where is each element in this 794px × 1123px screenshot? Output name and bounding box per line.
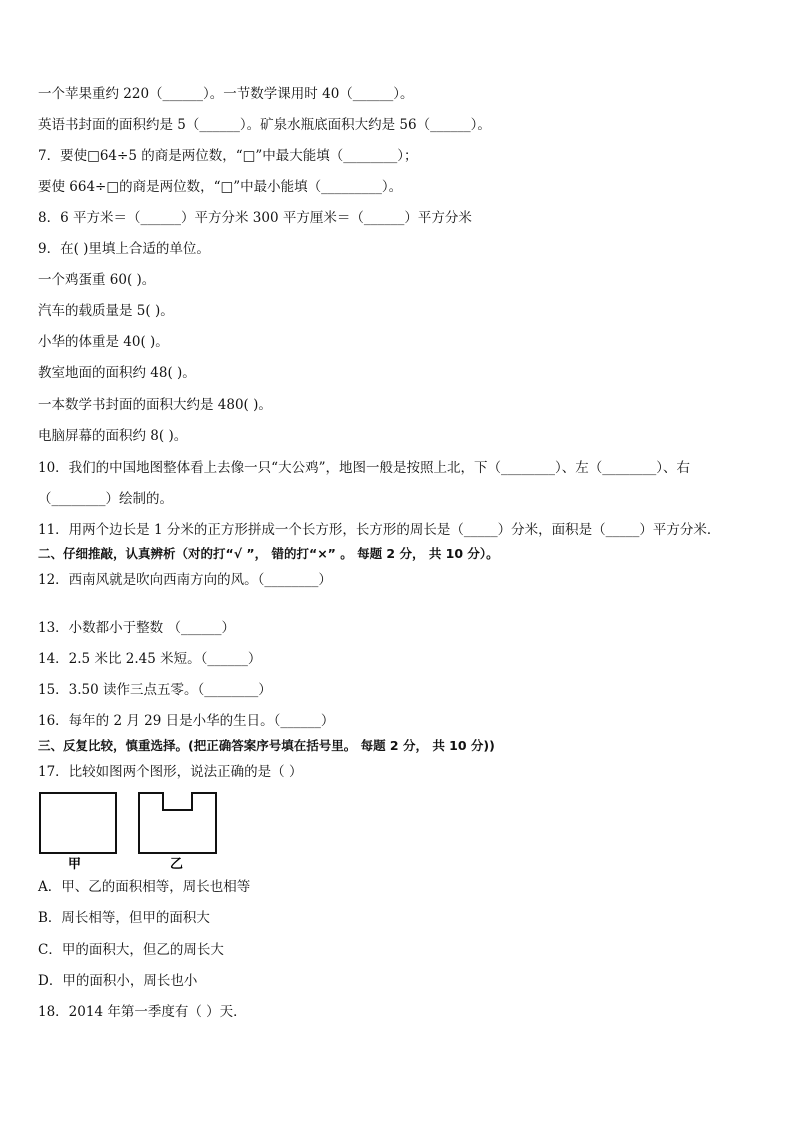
question-line-l5: 8．6 平方米＝（______）平方分米 300 平方厘米＝（______）平方分米	[38, 210, 472, 226]
question-line-l1: 一个苹果重约 220（______）。一节数学课用时 40（______）。	[38, 86, 414, 102]
question-line-l28: 18．2014 年第一季度有（ ）天．	[38, 1004, 247, 1020]
question-line-l20: 15．3.50 读作三点五零。（________）	[38, 682, 272, 698]
question-line-l16: 二、仔细推敲，认真辨析（对的打“√ ”， 错的打“×” 。 每题 2 分， 共 10 分）。	[38, 546, 499, 561]
question-line-l3: 7．要使□64÷5 的商是两位数，“□”中最大能填（________）；	[38, 148, 418, 164]
question-line-l4: 要使 664÷□的商是两位数，“□”中最小能填（_________）。	[38, 179, 403, 195]
question-line-l18: 13．小数都小于整数 （______）	[38, 620, 235, 636]
shape-jia	[40, 793, 116, 853]
question-line-l15: 11．用两个边长是 1 分米的正方形拼成一个长方形，长方形的周长是（_____）分米，面积是（_____）平方分米．	[38, 522, 721, 538]
question-line-l14: （________）绘制的。	[38, 491, 173, 507]
question-line-l21: 16．每年的 2 月 29 日是小华的生日。（______）	[38, 713, 335, 729]
question-line-l17: 12．西南风就是吹向西南方向的风。（________）	[38, 572, 332, 588]
question-line-l9: 小华的体重是 40( )。	[38, 334, 169, 350]
label-jia: 甲	[68, 857, 82, 870]
label-yi: 乙	[170, 857, 184, 870]
shape-comparison-figure	[38, 790, 238, 870]
question-line-l23: 17．比较如图两个图形，说法正确的是（ ）	[38, 764, 303, 780]
question-line-l8: 汽车的载质量是 5( )。	[38, 303, 174, 319]
question-line-l10: 教室地面的面积约 48( )。	[38, 365, 196, 381]
question-line-l13: 10．我们的中国地图整体看上去像一只“大公鸡”，地图一般是按照上北，下（________）、左（________）、右	[38, 460, 690, 476]
question-line-l25: B．周长相等，但甲的面积大	[38, 910, 210, 926]
question-line-l7: 一个鸡蛋重 60( )。	[38, 272, 156, 288]
question-line-l26: C．甲的面积大，但乙的周长大	[38, 942, 224, 958]
question-line-l6: 9．在( )里填上合适的单位。	[38, 241, 210, 257]
question-line-l12: 电脑屏幕的面积约 8( )。	[38, 428, 188, 444]
question-line-l11: 一本数学书封面的面积大约是 480( )。	[38, 397, 272, 413]
shape-yi	[139, 793, 216, 853]
question-line-l27: D．甲的面积小，周长也小	[38, 973, 198, 989]
question-line-l22: 三、反复比较，慎重选择。(把正确答案序号填在括号里。 每题 2 分， 共 10 分))	[38, 738, 495, 753]
question-line-l19: 14．2.5 米比 2.45 米短。（______）	[38, 651, 262, 667]
question-line-l2: 英语书封面的面积约是 5（______）。矿泉水瓶底面积大约是 56（______）。	[38, 117, 491, 133]
question-line-l24: A．甲、乙的面积相等，周长也相等	[38, 879, 251, 895]
